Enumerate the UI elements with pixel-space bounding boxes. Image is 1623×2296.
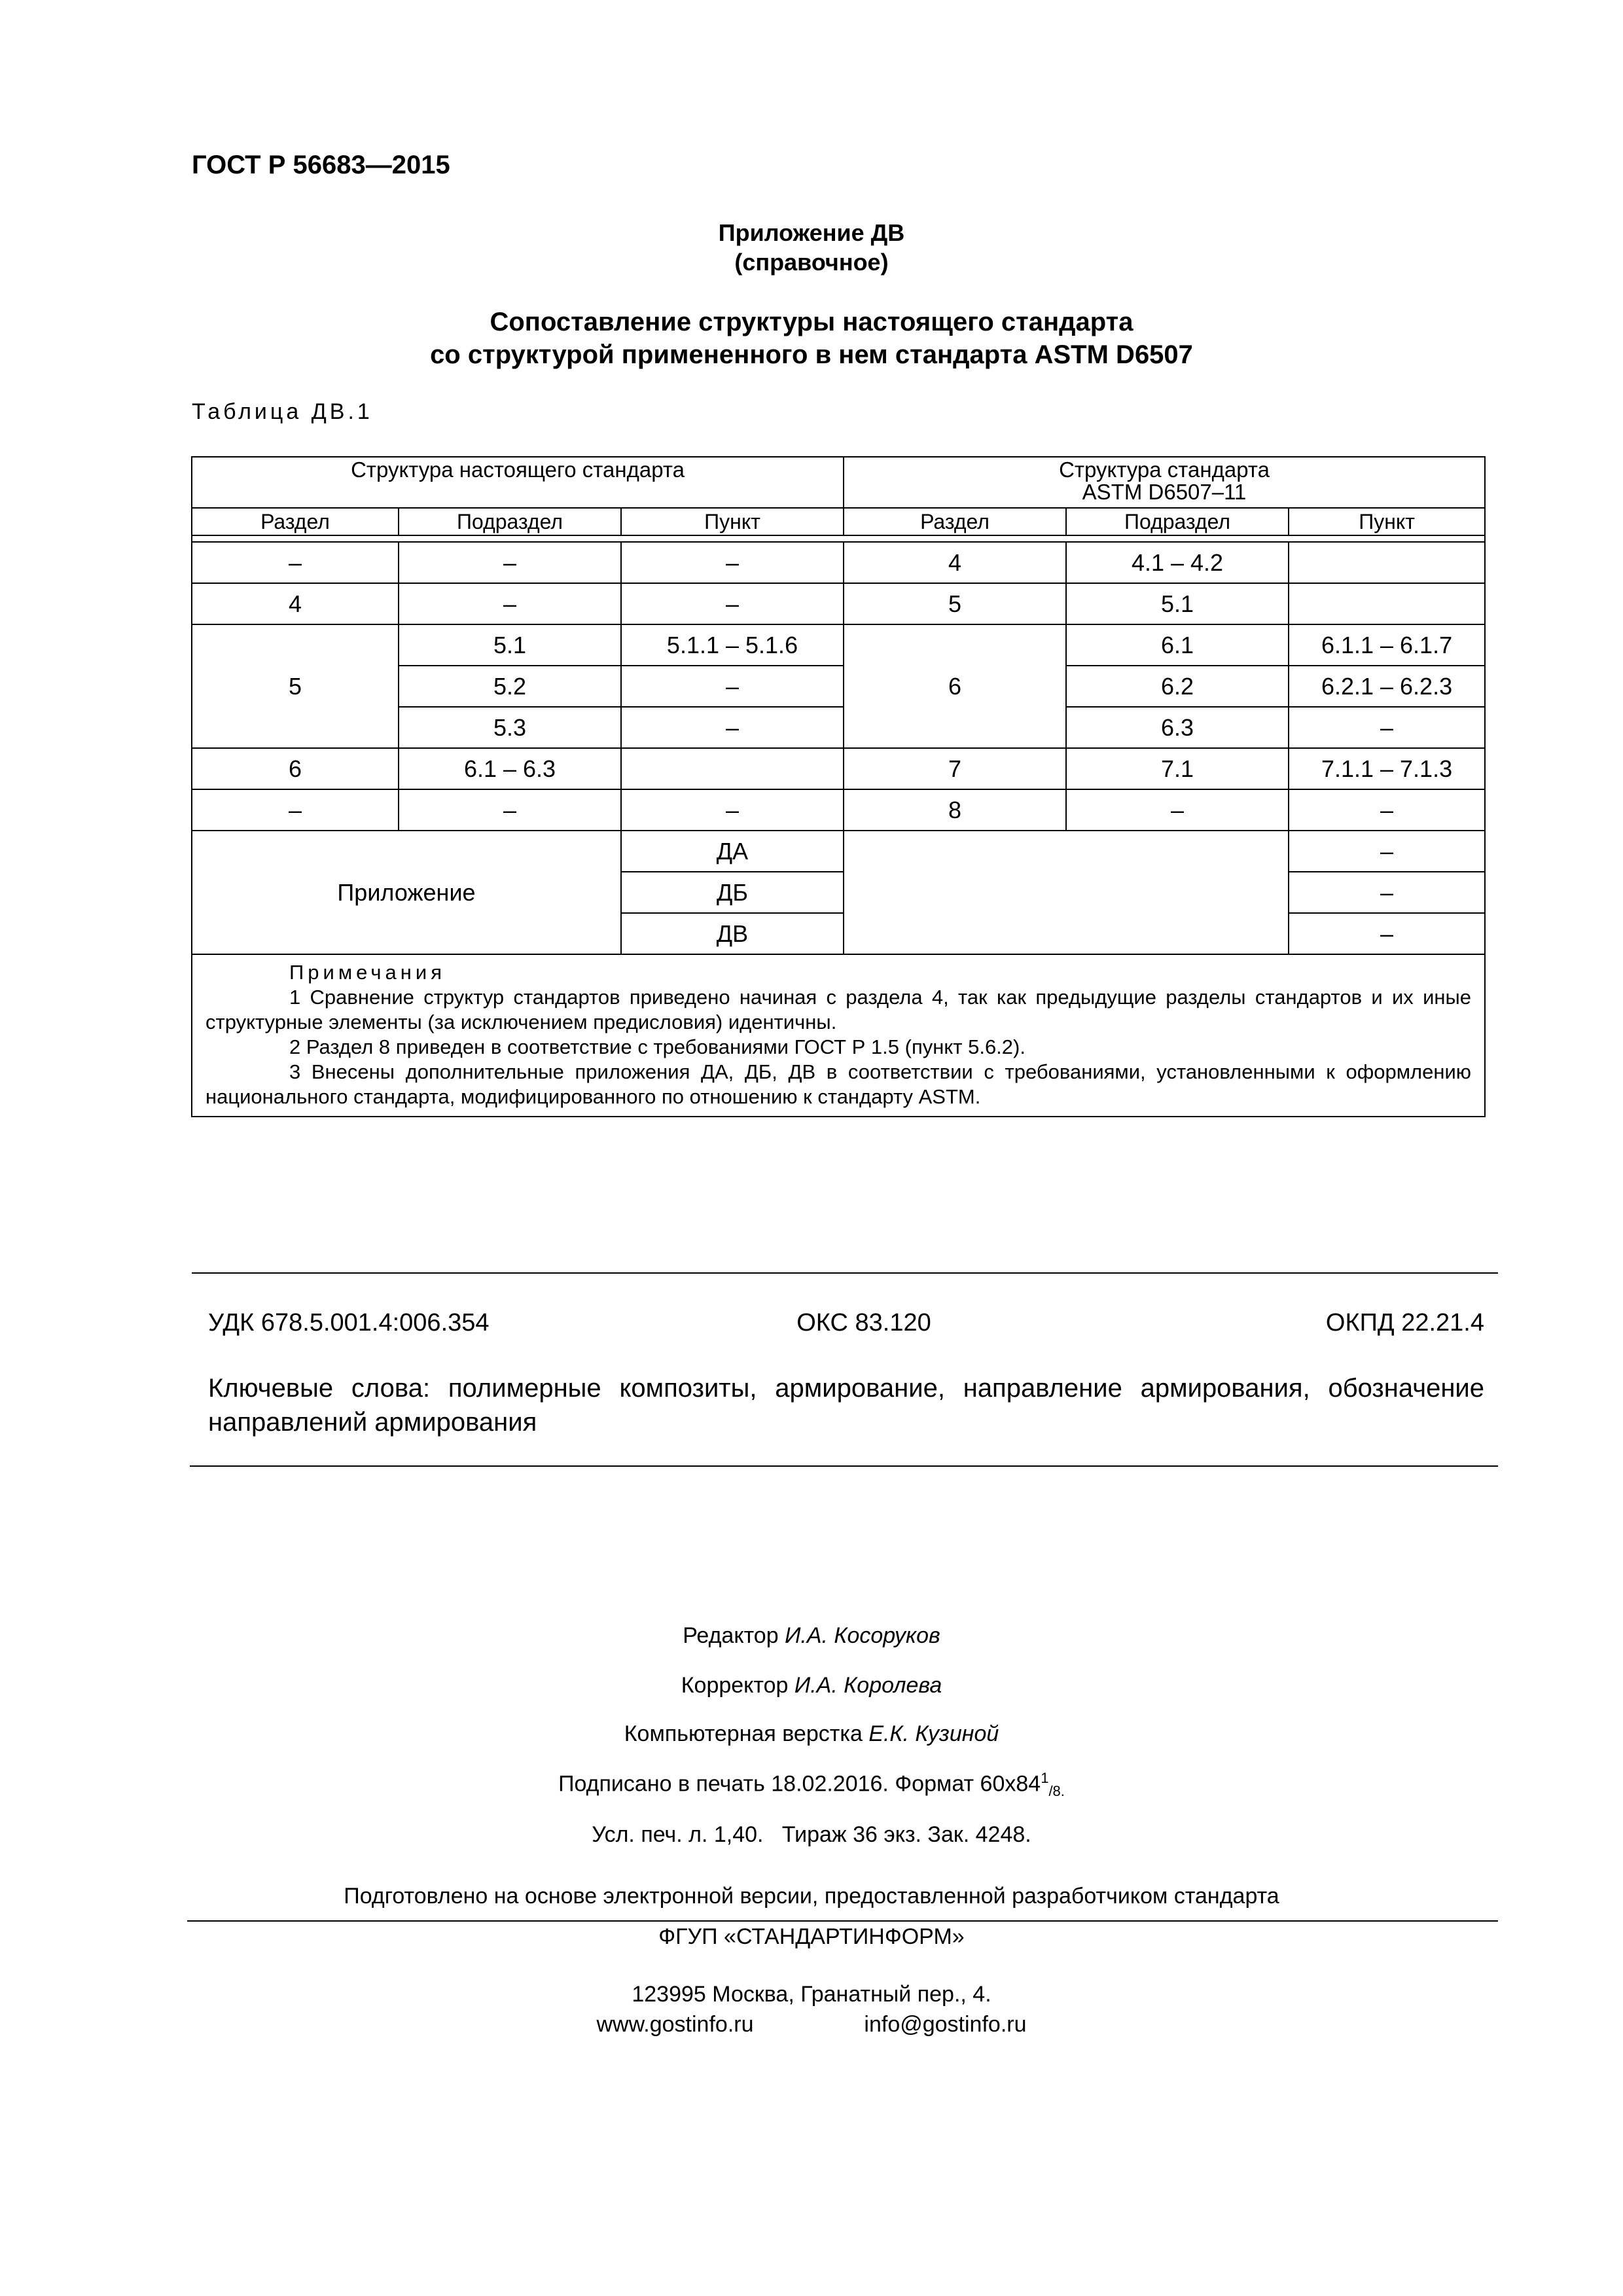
table-cell: 5 [192, 624, 399, 748]
format-sup: 1 [1041, 1770, 1049, 1786]
table-cell [621, 748, 844, 789]
group-header-astm-line1: Структура стандарта [1059, 457, 1270, 482]
table-row [192, 748, 1485, 789]
imprint-signed [0, 1770, 1623, 1800]
group-header-current-standard: Структура настоящего стандарта [192, 457, 844, 508]
table-row [192, 624, 1485, 666]
imprint-corrector [0, 1673, 1623, 1698]
table-label: Таблица ДВ.1 [192, 399, 373, 424]
table-cell: 6 [844, 624, 1066, 748]
group-header-astm-line2: ASTM D6507–11 [1082, 480, 1247, 504]
table-cell: 6.1.1 – 6.1.7 [1289, 624, 1485, 666]
publisher-contacts [0, 2012, 1623, 2037]
note-item: 3 Внесены дополнительные приложения ДА, ДБ, ДВ в соответствии с требованиями, установленными к оформлению национального стандарта, модифицированного по отношению к стандарту ASTM. [205, 1060, 1472, 1108]
table-cell: – [192, 789, 399, 831]
appendix-item-cell: ДБ [621, 872, 844, 913]
column-header: Раздел [192, 508, 399, 535]
table-cell: 6.2 [1066, 666, 1289, 707]
footer-bottom-rule [190, 1465, 1498, 1467]
group-header-astm-standard [844, 457, 1485, 508]
imprint-print-info: Усл. печ. л. 1,40. Тираж 36 экз. Зак. 4248. [592, 1822, 1031, 1847]
table-cell: 8 [844, 789, 1066, 831]
header-separator [192, 535, 1485, 542]
oks-code: ОКС 83.120 [796, 1309, 931, 1336]
column-header: Пункт [621, 508, 844, 535]
layout-name: Е.К. Кузиной [868, 1721, 999, 1746]
table-cell: 6.1 [1066, 624, 1289, 666]
publisher-email[interactable]: info@gostinfo.ru [864, 2012, 1027, 2037]
table-cell: – [1289, 707, 1485, 748]
column-header: Раздел [844, 508, 1066, 535]
structure-comparison-table [191, 456, 1486, 1117]
appendix-right-cell: – [1289, 831, 1485, 872]
table-cell: 5.3 [399, 707, 621, 748]
editor-name: И.А. Косоруков [785, 1623, 940, 1648]
format-sub: /8. [1048, 1783, 1065, 1800]
table-group-header-row [192, 457, 1485, 508]
column-header: Подраздел [399, 508, 621, 535]
imprint-prepared: Подготовлено на основе электронной версии, предоставленной разработчиком стандарта [344, 1884, 1279, 1909]
table-cell: 6.2.1 – 6.2.3 [1289, 666, 1485, 707]
imprint-layout [0, 1721, 1623, 1747]
table-row [192, 542, 1485, 583]
keywords: Ключевые слова: полимерные композиты, армирование, направление армирования, обозначение направлений армирования [208, 1374, 1484, 1437]
table-cell: 6 [192, 748, 399, 789]
table-cell: 4 [844, 542, 1066, 583]
table-row [192, 789, 1485, 831]
table-cell: 6.1 – 6.3 [399, 748, 621, 789]
table-cell: – [621, 707, 844, 748]
appendix-name: Приложение ДВ [718, 219, 905, 246]
table-row [192, 583, 1485, 624]
table-cell: – [399, 789, 621, 831]
table-cell: 5.2 [399, 666, 621, 707]
document-code: ГОСТ Р 56683—2015 [192, 151, 450, 179]
okpd-code: ОКПД 22.21.4 [1325, 1309, 1484, 1336]
imprint-editor [0, 1623, 1623, 1649]
publisher-address: 123995 Москва, Гранатный пер., 4. [632, 1982, 991, 2007]
table-cell: – [1289, 789, 1485, 831]
table-cell: – [1066, 789, 1289, 831]
appendix-type: (справочное) [734, 249, 889, 276]
table-cell: – [192, 542, 399, 583]
editor-label: Редактор [683, 1623, 779, 1648]
table-cell: 4 [192, 583, 399, 624]
table-column-header-row [192, 508, 1485, 535]
table-cell: – [621, 789, 844, 831]
appendix-label-cell: Приложение [192, 831, 621, 954]
table-cell: 5.1 [399, 624, 621, 666]
layout-label: Компьютерная верстка [624, 1721, 863, 1746]
table-cell: – [399, 542, 621, 583]
table-cell: 5.1.1 – 5.1.6 [621, 624, 844, 666]
imprint-rule [187, 1920, 1498, 1922]
table-cell: – [621, 666, 844, 707]
table-cell: 5 [844, 583, 1066, 624]
column-header: Подраздел [1066, 508, 1289, 535]
udk-code: УДК 678.5.001.4:006.354 [208, 1309, 490, 1336]
footer-top-rule [192, 1272, 1498, 1274]
appendix-right-cell: – [1289, 872, 1485, 913]
table-cell: 6.3 [1066, 707, 1289, 748]
table-cell: 7 [844, 748, 1066, 789]
publisher-website[interactable]: www.gostinfo.ru [596, 2012, 754, 2037]
publisher-name: ФГУП «СТАНДАРТИНФОРМ» [658, 1924, 965, 1949]
appendix-item-cell: ДА [621, 831, 844, 872]
corrector-name: И.А. Королева [794, 1673, 942, 1698]
appendix-right-cell: – [1289, 913, 1485, 954]
table-row-appendix [192, 831, 1485, 872]
table-cell: – [621, 583, 844, 624]
table-cell [1289, 583, 1485, 624]
corrector-label: Корректор [681, 1673, 789, 1698]
table-cell: 7.1 [1066, 748, 1289, 789]
note-item: 1 Сравнение структур стандартов приведено начиная с раздела 4, так как предыдущие разделы стандартов и их иные структурные элементы (за исключением предисловия) идентичны. [205, 986, 1472, 1033]
column-header: Пункт [1289, 508, 1485, 535]
table-cell [1289, 542, 1485, 583]
table-cell: – [399, 583, 621, 624]
title-line-2: со структурой примененного в нем стандарта ASTM D6507 [430, 340, 1193, 369]
appendix-empty-cell [844, 831, 1289, 954]
table-cell: 5.1 [1066, 583, 1289, 624]
table-cell: – [621, 542, 844, 583]
table-notes [192, 954, 1485, 1117]
appendix-item-cell: ДВ [621, 913, 844, 954]
signed-text: Подписано в печать 18.02.2016. Формат 60x84 [558, 1771, 1041, 1797]
note-item: 2 Раздел 8 приведен в соответствие с требованиями ГОСТ Р 1.5 (пункт 5.6.2). [289, 1035, 1026, 1058]
table-notes-row [192, 954, 1485, 1117]
header-separator-row [192, 535, 1485, 542]
notes-heading: Примечания [289, 961, 446, 984]
table-cell: 7.1.1 – 7.1.3 [1289, 748, 1485, 789]
table-cell: 4.1 – 4.2 [1066, 542, 1289, 583]
title-line-1: Сопоставление структуры настоящего стандарта [490, 308, 1133, 336]
